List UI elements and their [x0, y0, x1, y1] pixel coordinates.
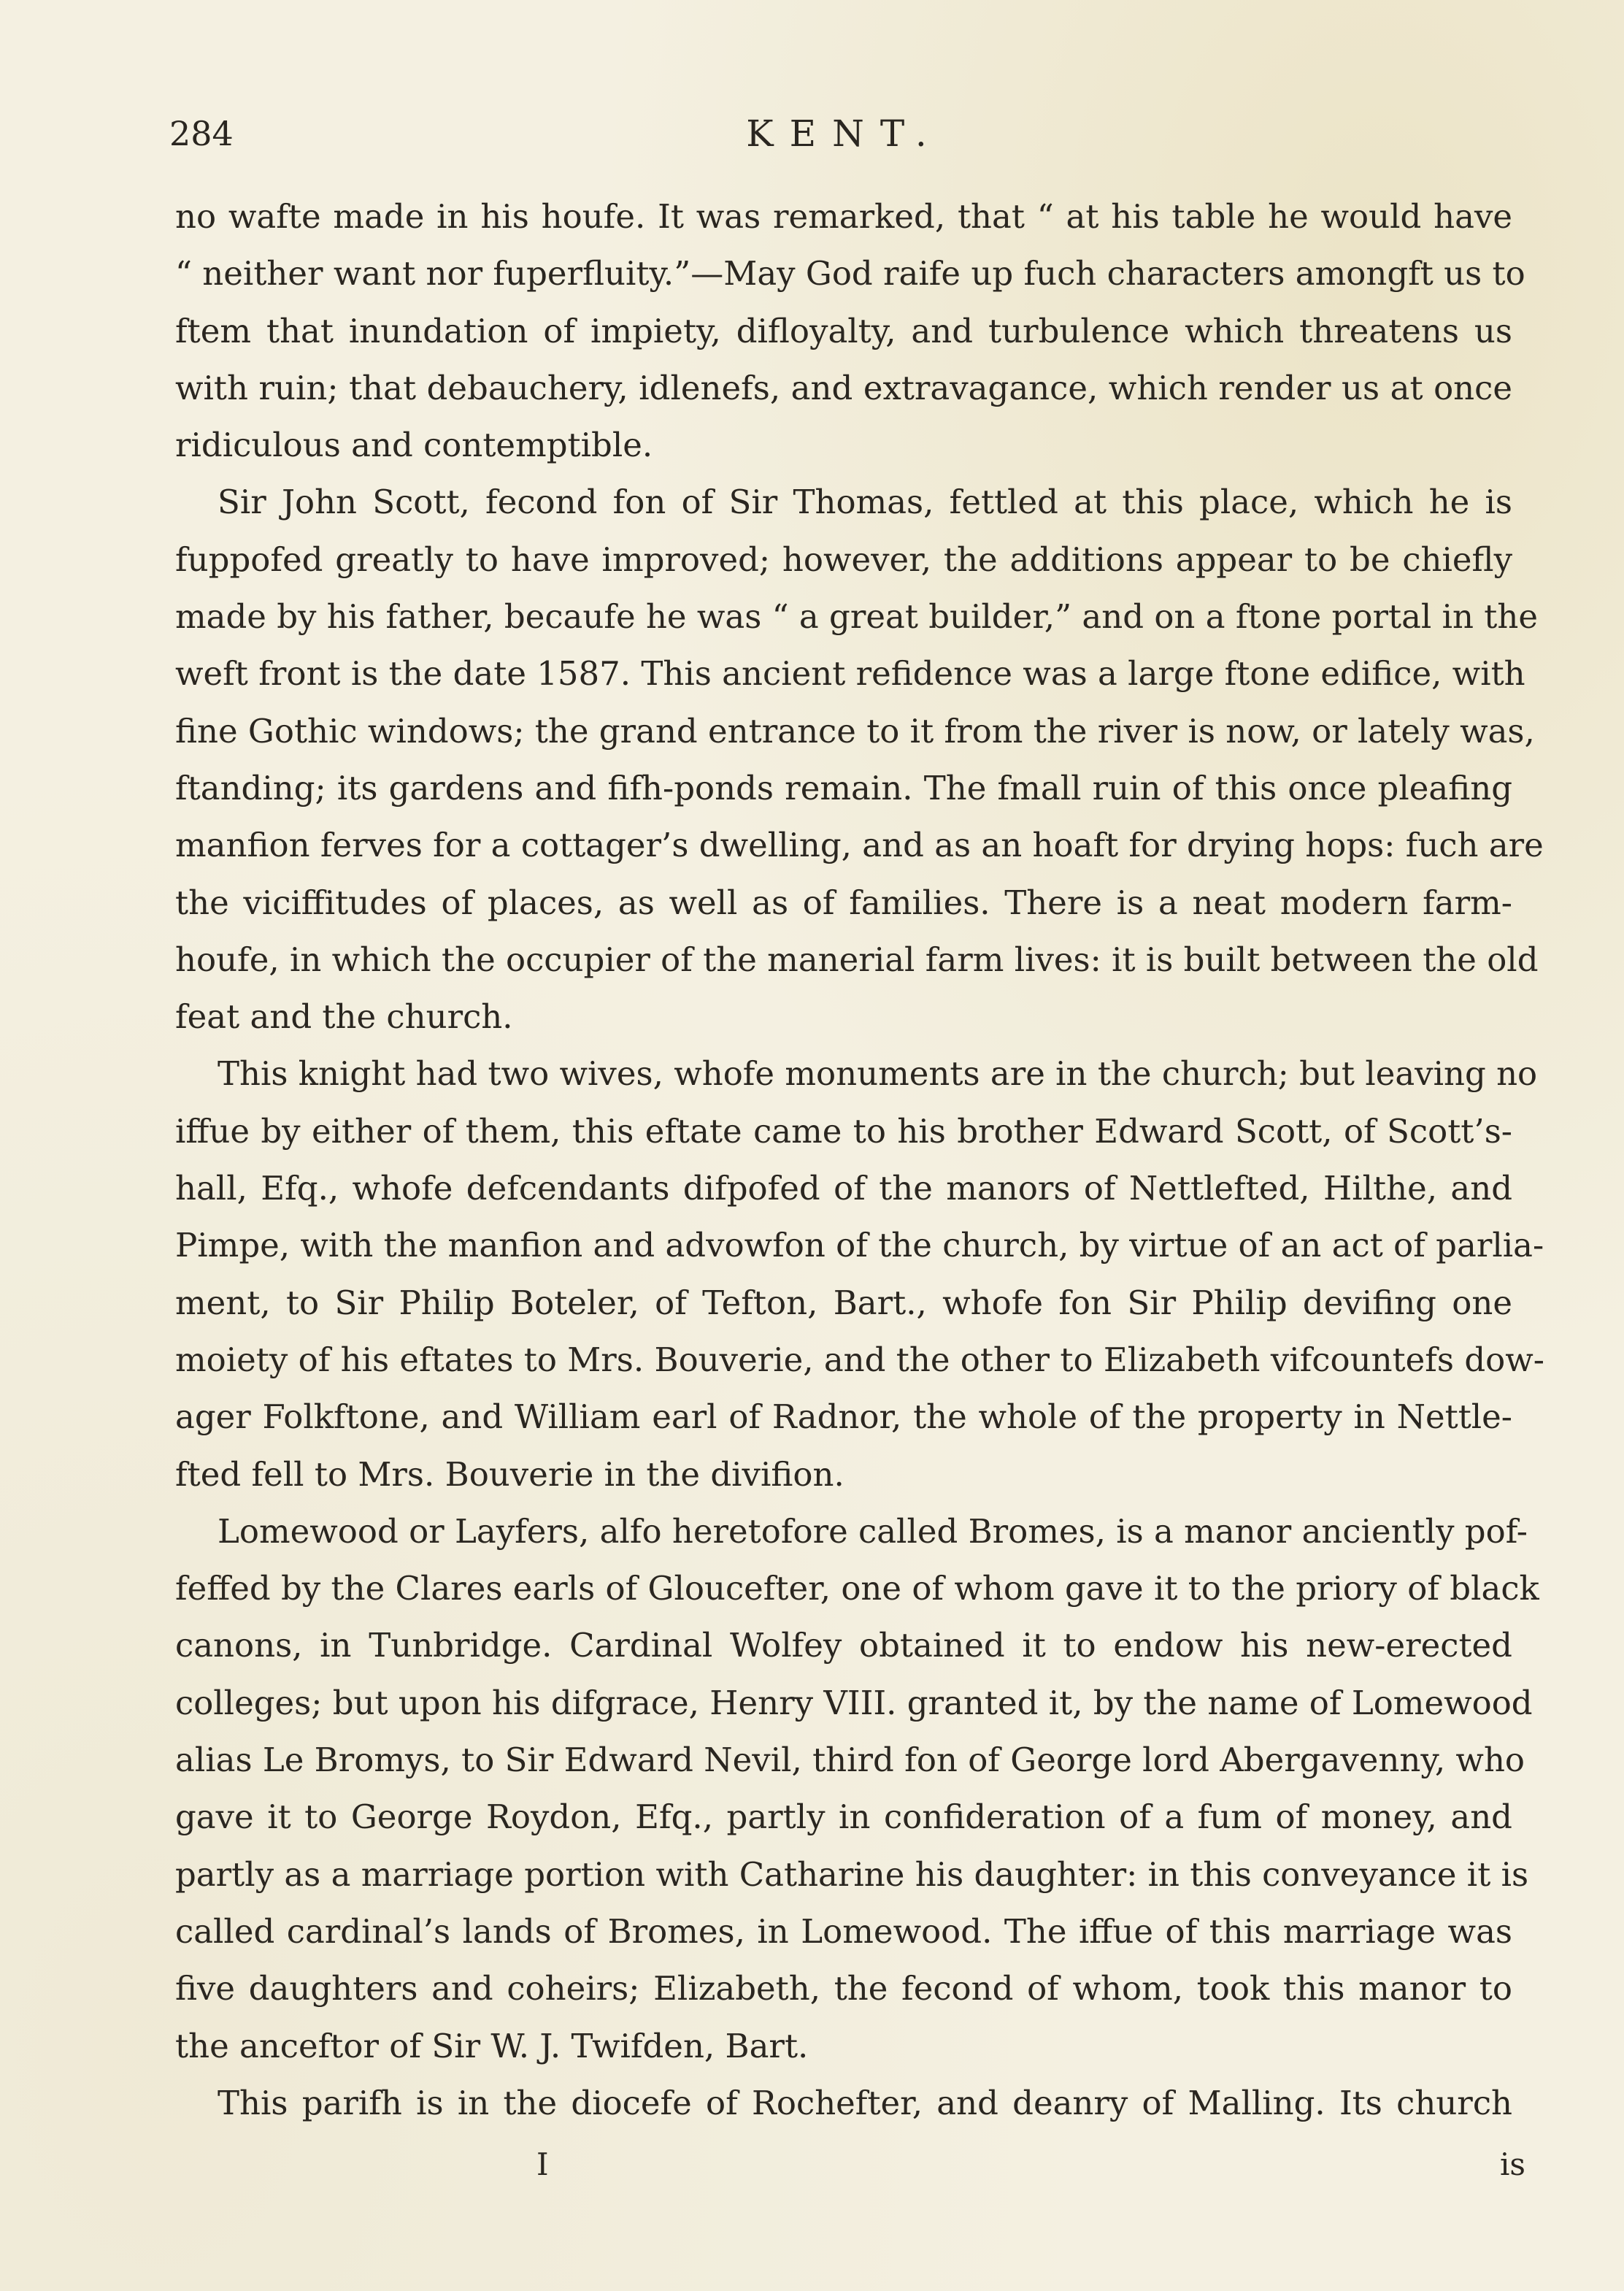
- text-line: This parifh is in the diocefe of Rochefter, and deanry of Malling. Its church: [218, 2083, 1512, 2122]
- text-line: ment, to Sir Philip Boteler, of Tefton, Bart., whofe fon Sir Philip devifing one: [175, 1283, 1512, 1322]
- text-line: five daughters and coheirs; Elizabeth, the fecond of whom, took this manor to: [175, 1969, 1512, 2008]
- text-line: feat and the church.: [175, 997, 513, 1037]
- text-line: “ neither want nor fuperfluity.”—May God raife up fuch characters amongft us to: [175, 254, 1525, 293]
- text-line: Sir John Scott, fecond fon of Sir Thomas, fettled at this place, which he is: [218, 483, 1512, 522]
- page-number: 284: [169, 114, 234, 153]
- text-line: Lomewood or Layfers, alfo heretofore called Bromes, is a manor anciently pof-: [218, 1511, 1528, 1551]
- text-line: canons, in Tunbridge. Cardinal Wolfey obtained it to endow his new-erected: [175, 1626, 1512, 1665]
- text-line: hall, Efq., whofe defcendants difpofed of the manors of Nettlefted, Hilthe, and: [175, 1169, 1512, 1208]
- page-header: [169, 108, 1520, 159]
- signature-mark: I: [536, 2146, 549, 2182]
- text-line: houfe, in which the occupier of the manerial farm lives: it is built between the old: [175, 940, 1539, 979]
- text-line: the viciffitudes of places, as well as of families. There is a neat modern farm-: [175, 883, 1512, 922]
- text-line: alias Le Bromys, to Sir Edward Nevil, third fon of George lord Abergavenny, who: [175, 1741, 1525, 1780]
- text-line: called cardinal’s lands of Bromes, in Lomewood. The iffue of this marriage was: [175, 1911, 1512, 1951]
- text-line: ftem that inundation of impiety, difloyalty, and turbulence which threatens us: [175, 311, 1512, 350]
- catchword: is: [1500, 2146, 1525, 2182]
- page-footer: [526, 2139, 1525, 2190]
- text-line: partly as a marriage portion with Catharine his daughter: in this conveyance it is: [175, 1854, 1529, 1894]
- text-line: made by his father, becaufe he was “ a great builder,” and on a ftone portal in the: [175, 597, 1538, 637]
- text-line: fuppofed greatly to have improved; however, the additions appear to be chiefly: [175, 540, 1512, 579]
- text-line: iffue by either of them, this eftate came to his brother Edward Scott, of Scott’s-: [175, 1111, 1512, 1151]
- running-title: KENT.: [746, 112, 943, 155]
- text-line: fted fell to Mrs. Bouverie in the divifion.: [175, 1454, 844, 1494]
- body-text: [175, 188, 1544, 2132]
- text-line: ridiculous and contemptible.: [175, 426, 653, 465]
- text-line: gave it to George Roydon, Efq., partly in confideration of a fum of money, and: [175, 1797, 1512, 1837]
- text-line: no wafte made in his houfe. It was remarked, that “ at his table he would have: [175, 197, 1512, 236]
- text-line: This knight had two wives, whofe monuments are in the church; but leaving no: [218, 1054, 1538, 1094]
- text-line: colleges; but upon his difgrace, Henry VIII. granted it, by the name of Lomewood: [175, 1683, 1533, 1722]
- text-line: moiety of his eftates to Mrs. Bouverie, and the other to Elizabeth vifcountefs dow-: [175, 1340, 1544, 1379]
- text-line: weft front is the date 1587. This ancient refidence was a large ftone edifice, with: [175, 654, 1525, 694]
- text-line: Pimpe, with the manfion and advowfon of the church, by virtue of an act of parlia-: [175, 1226, 1544, 1265]
- text-line: ftanding; its gardens and fifh-ponds remain. The fmall ruin of this once pleafing: [175, 768, 1512, 807]
- text-line: with ruin; that debauchery, idlenefs, and extravagance, which render us at once: [175, 368, 1512, 407]
- text-line: ager Folkftone, and William earl of Radnor, the whole of the property in Nettle-: [175, 1397, 1512, 1437]
- text-line: feffed by the Clares earls of Gloucefter, one of whom gave it to the priory of black: [175, 1569, 1539, 1608]
- text-line: the anceftor of Sir W. J. Twifden, Bart.: [175, 2026, 809, 2065]
- text-line: manfion ferves for a cottager’s dwelling, and as an hoaft for drying hops: fuch are: [175, 826, 1544, 865]
- text-line: fine Gothic windows; the grand entrance to it from the river is now, or lately was,: [175, 711, 1535, 751]
